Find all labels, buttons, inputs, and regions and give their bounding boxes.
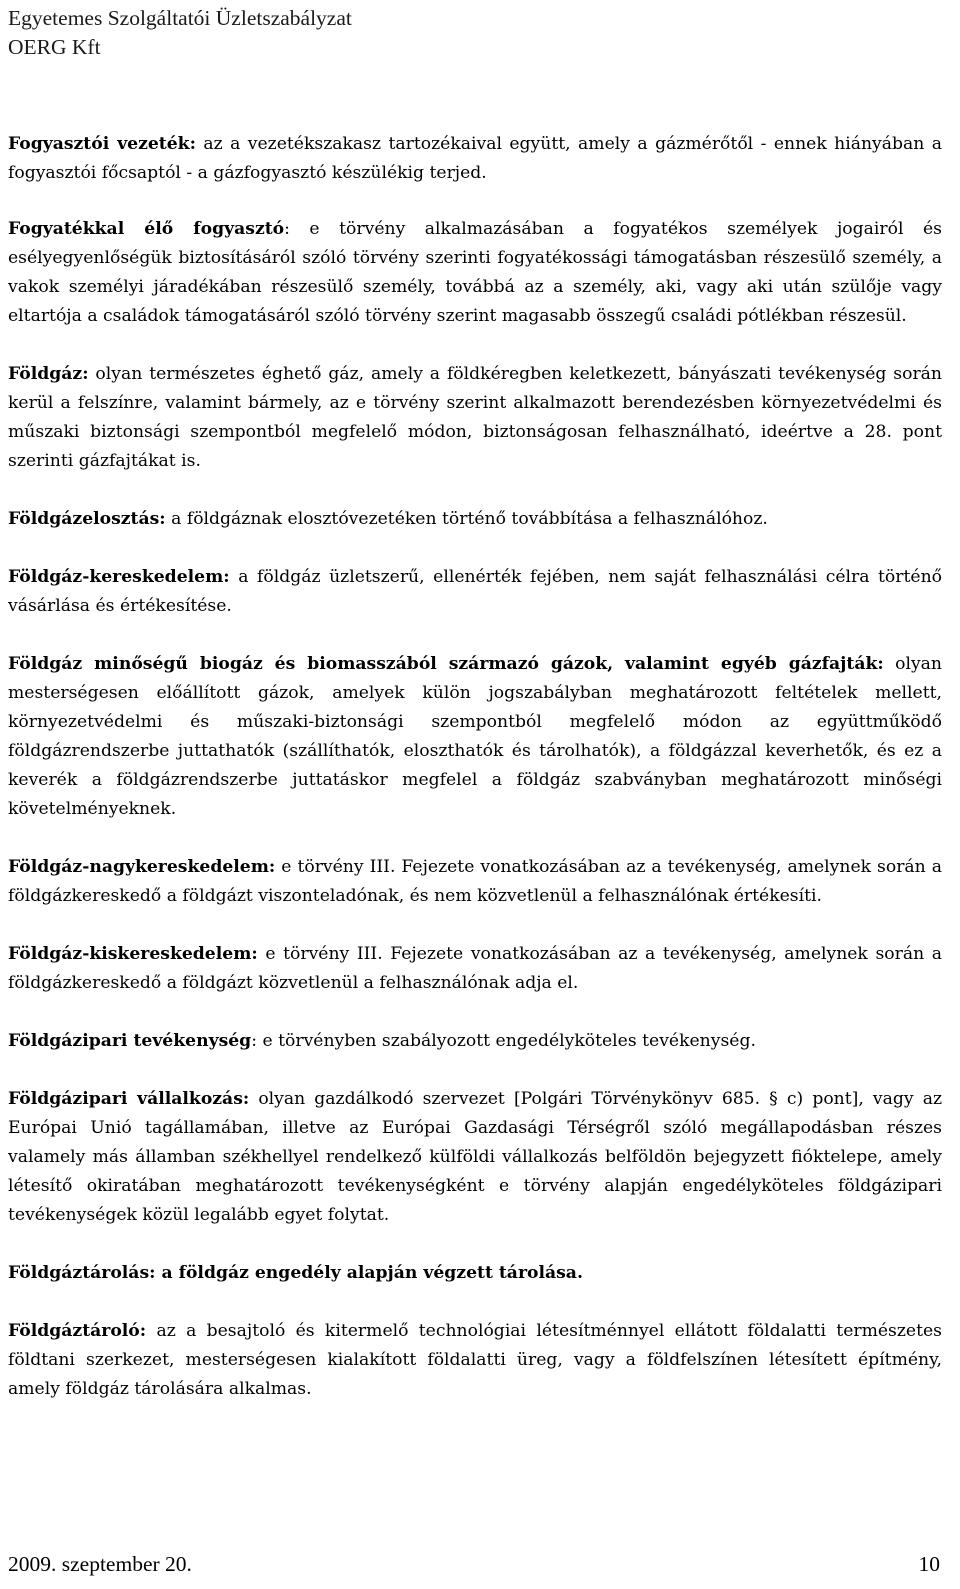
definition-term: Földgázipari vállalkozás: (8, 1089, 250, 1109)
definition-text: a földgáznak elosztóvezetéken történő továbbítása a felhasználóhoz. (165, 509, 768, 529)
definition-paragraph (8, 360, 942, 476)
definition-paragraph (8, 1317, 942, 1404)
definition-text: e törvény III. Fejezete vonatkozásában az a tevékenység, amelynek során a földgázkereskedő a földgázt közvetlenül a felhasználónak adja el. (8, 944, 942, 993)
definition-term: Földgáz-kereskedelem: (8, 567, 230, 587)
definition-term: Földgáz-nagykereskedelem: (8, 857, 276, 877)
definition-paragraph (8, 940, 942, 998)
header-company: OERG Kft (8, 35, 101, 59)
page-footer (8, 1550, 940, 1578)
definition-text: : e törvényben szabályozott engedélyköteles tevékenység. (251, 1031, 756, 1051)
definitions-body (8, 130, 942, 1433)
definition-text: : e törvény alkalmazásában a fogyatékos személyek jogairól és esélyegyenlőségük biztosításáról szóló törvény szerinti fogyatékossági támogatásban részesülő személy, a vakok személyi járadékában részesülő személy, továbbá az a személy, aki, vagy aki után szülője vagy eltartója a családok támogatásáról szóló törvény szerint magasabb összegű családi pótlékban részesül. (8, 219, 942, 326)
document-header (8, 4, 352, 62)
definition-term: Földgáz: (8, 364, 89, 384)
definition-term: Földgáz minőségű biogáz és biomasszából származó gázok, valamint egyéb gázfajták: (8, 654, 884, 674)
definition-paragraph (8, 650, 942, 824)
definition-paragraph (8, 505, 942, 534)
definition-paragraph (8, 1027, 942, 1056)
definition-paragraph (8, 1259, 942, 1288)
definition-paragraph (8, 1085, 942, 1230)
definition-text: olyan természetes éghető gáz, amely a földkéregben keletkezett, bányászati tevékenység során kerül a felszínre, valamint bármely, az e törvény szerint alkalmazott berendezésben környezetvédelmi és műszaki biztonsági szempontból megfelelő módon, biztonságosan felhasználható, ideértve a 28. pont szerinti gázfajtákat is. (8, 364, 942, 471)
definition-text: az a besajtoló és kitermelő technológiai létesítménnyel ellátott földalatti természetes földtani szerkezet, mesterségesen kialakított földalatti üreg, vagy a földfelszínen létesített építmény, amely földgáz tárolására alkalmas. (8, 1321, 942, 1399)
definition-paragraph (8, 853, 942, 911)
header-title: Egyetemes Szolgáltatói Üzletszabályzat (8, 6, 352, 30)
definition-term: Fogyatékkal élő fogyasztó (8, 219, 285, 239)
definition-text: olyan gazdálkodó szervezet [Polgári Törvénykönyv 685. § c) pont], vagy az Európai Unió tagállamában, illetve az Európai Gazdasági Térségről szóló megállapodásban részes valamely más államban székhellyel rendelkező külföldi vállalkozás belföldön bejegyzett fióktelepe, amely létesítő okiratában meghatározott tevékenységként e törvény alapján engedélyköteles földgázipari tevékenységek közül legalább egyet folytat. (8, 1089, 942, 1225)
definition-paragraph (8, 130, 942, 188)
definition-term: Földgáztároló: (8, 1321, 147, 1341)
page-number: 10 (918, 1552, 940, 1576)
definition-text: az a vezetékszakasz tartozékaival együtt, amely a gázmérőtől - ennek hiányában a fogyasztói főcsaptól - a gázfogyasztó készülékig terjed. (8, 134, 942, 183)
definition-term: Földgázipari tevékenység (8, 1031, 252, 1051)
definition-text: olyan mesterségesen előállított gázok, amelyek külön jogszabályban meghatározott feltételek mellett, környezetvédelmi és műszaki-biztonsági szempontból megfelelő módon az együttműködő földgázrendszerbe juttathatók (szállíthatók, eloszthatók és tárolhatók), a földgázzal keverhetők, és ez a keverék a földgázrendszerbe juttatáskor megfelel a földgáz szabványban meghatározott minőségi követelményeknek. (8, 654, 942, 819)
footer-date: 2009. szeptember 20. (8, 1552, 192, 1576)
definition-paragraph (8, 563, 942, 621)
definition-text: a földgáz üzletszerű, ellenérték fejében, nem saját felhasználási célra történő vásárlása és értékesítése. (8, 567, 942, 616)
definition-term: Fogyasztói vezeték: (8, 134, 196, 154)
definition-term: Földgázelosztás: (8, 509, 166, 529)
definition-term: Földgáztárolás: a földgáz engedély alapján végzett tárolása. (8, 1263, 583, 1283)
definition-paragraph (8, 215, 942, 331)
definition-term: Földgáz-kiskereskedelem: (8, 944, 258, 964)
definition-text: e törvény III. Fejezete vonatkozásában az a tevékenység, amelynek során a földgázkereskedő a földgázt viszonteladónak, és nem közvetlenül a felhasználónak értékesíti. (8, 857, 942, 906)
